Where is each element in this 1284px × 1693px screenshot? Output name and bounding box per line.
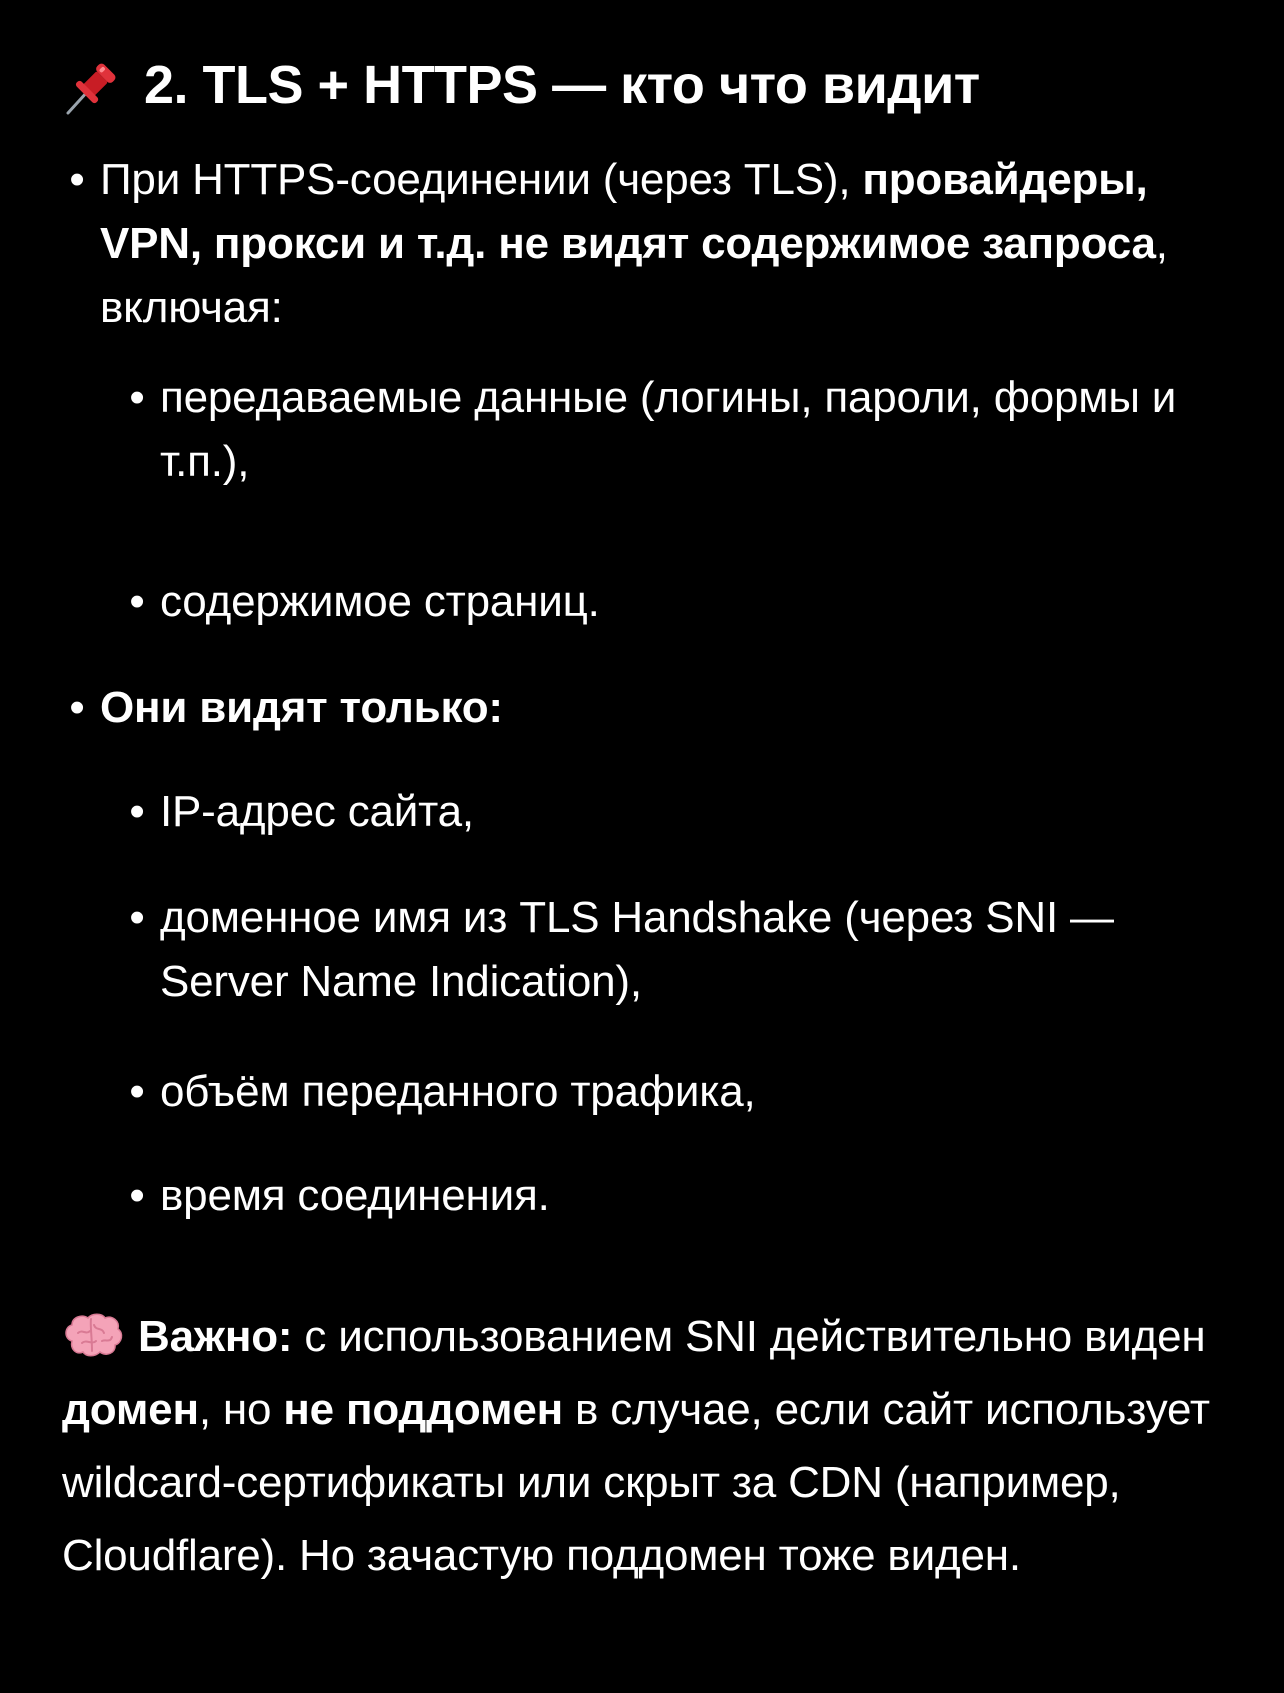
bullet: • xyxy=(69,683,85,732)
note-label: Важно: xyxy=(138,1312,293,1361)
intro-tail-text: , включая: xyxy=(100,219,1168,332)
bullet: • xyxy=(129,1171,145,1220)
list-subitem xyxy=(122,1060,1232,1124)
important-note xyxy=(62,1300,1242,1592)
list-item xyxy=(62,676,1222,740)
bullet: • xyxy=(129,1067,145,1116)
list-subitem xyxy=(122,570,1232,634)
note-bold-subdomain: не поддомен xyxy=(283,1385,563,1434)
note-bold-domain: домен xyxy=(62,1385,199,1434)
brain-icon xyxy=(62,1311,124,1359)
subitem-text: содержимое страниц. xyxy=(160,577,600,626)
subitem-text: доменное имя из TLS Handshake (через SNI — Server Name Indication), xyxy=(160,893,1114,1006)
intro-text: При HTTPS-соединении (через TLS), xyxy=(100,155,851,204)
bullet: • xyxy=(129,373,145,422)
note-text: , но xyxy=(198,1385,284,1434)
bullet: • xyxy=(69,155,85,204)
list-subitem xyxy=(122,1164,1232,1228)
section-title: Они видят только: xyxy=(100,683,503,732)
section-heading xyxy=(62,50,980,120)
subitem-text: время соединения. xyxy=(160,1171,550,1220)
list-subitem xyxy=(122,886,1232,1014)
note-text: в случае, если сайт использует wildcard-сертификаты или скрыт за CDN (например, Cloudflare). Но зачастую поддомен тоже виден. xyxy=(62,1385,1210,1580)
heading-text: 2. TLS + HTTPS — кто что видит xyxy=(144,55,980,115)
subitem-text: IP-адрес сайта, xyxy=(160,787,474,836)
list-subitem xyxy=(122,780,1232,844)
subitem-text: передаваемые данные (логины, пароли, формы и т.п.), xyxy=(160,373,1177,486)
bullet: • xyxy=(129,577,145,626)
bullet: • xyxy=(129,787,145,836)
list-subitem xyxy=(122,366,1232,494)
note-text: с использованием SNI действительно виден xyxy=(292,1312,1206,1361)
bullet: • xyxy=(129,893,145,942)
pushpin-icon xyxy=(62,53,126,117)
intro-bold-text: провайдеры, VPN, прокси и т.д. не видят содержимое запроса xyxy=(100,155,1156,268)
list-item xyxy=(62,148,1222,340)
subitem-text: объём переданного трафика, xyxy=(160,1067,756,1116)
